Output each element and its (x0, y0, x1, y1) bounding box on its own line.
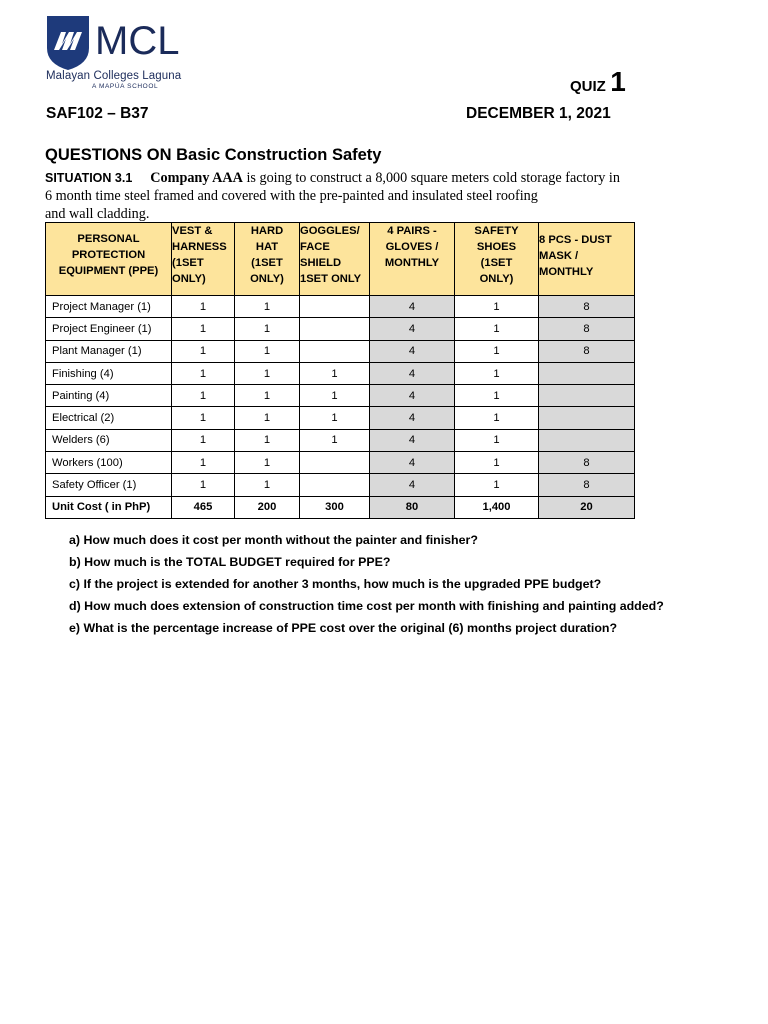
cell-goggles: 1 (300, 429, 370, 451)
row-label: Workers (100) (46, 452, 172, 474)
header-ppe (46, 223, 172, 296)
table-row (46, 296, 635, 318)
cell-gloves: 4 (370, 296, 455, 318)
mcl-logo (45, 12, 185, 94)
situation-text-1: is going to construct a 8,000 square meters cold storage factory in (242, 170, 620, 186)
cell-vest: 1 (172, 296, 235, 318)
question-item: d) How much does extension of construction time cost per month with finishing and painting added? (69, 599, 664, 613)
row-label: Plant Manager (1) (46, 340, 172, 362)
situation-text-2: 6 month time steel framed and covered with the pre-painted and insulated steel roofing (45, 188, 538, 204)
header-line: HAT (255, 241, 279, 253)
cell-gloves: 4 (370, 452, 455, 474)
situation-text-3: and wall cladding. (45, 206, 150, 222)
cell-gloves: 4 (370, 362, 455, 384)
cell-mask: 8 (539, 452, 635, 474)
cell-goggles: 300 (300, 496, 370, 518)
cell-hat: 1 (235, 452, 300, 474)
cell-gloves: 4 (370, 385, 455, 407)
course-code: SAF102 – B37 (46, 105, 149, 122)
situation-label: SITUATION 3.1 (45, 171, 133, 185)
quiz-number: 1 (610, 66, 626, 97)
table-row (46, 452, 635, 474)
cell-shoes: 1,400 (455, 496, 539, 518)
header-dust-mask (539, 223, 635, 296)
cell-mask: 8 (539, 474, 635, 496)
cell-gloves: 4 (370, 318, 455, 340)
header-line: FACE (300, 241, 330, 253)
cell-hat: 1 (235, 318, 300, 340)
cell-vest: 1 (172, 407, 235, 429)
row-label: Finishing (4) (46, 362, 172, 384)
logo-college-name: Malayan Colleges Laguna (46, 70, 182, 82)
cell-hat: 1 (235, 429, 300, 451)
header-line: HARNESS (172, 241, 227, 253)
cell-vest: 1 (172, 362, 235, 384)
mcl-shield-icon (45, 12, 185, 72)
header-line: MONTHLY (539, 266, 594, 278)
header-line: 1SET ONLY (300, 273, 362, 285)
header-hard-hat (235, 223, 300, 296)
table-row (46, 474, 635, 496)
mcl-brand-text: MCL (95, 19, 180, 63)
header-line: 8 PCS - DUST (539, 234, 612, 246)
table-row (46, 385, 635, 407)
question-item: a) How much does it cost per month without the painter and finisher? (69, 533, 478, 547)
row-label: Project Manager (1) (46, 296, 172, 318)
header-line: VEST & (172, 225, 213, 237)
cell-hat: 200 (235, 496, 300, 518)
cell-shoes: 1 (455, 452, 539, 474)
question-item: b) How much is the TOTAL BUDGET required for PPE? (69, 555, 391, 569)
header-line: SHOES (476, 241, 517, 253)
header-ppe-line: PERSONAL (77, 233, 140, 245)
cell-shoes: 1 (455, 407, 539, 429)
cell-goggles (300, 340, 370, 362)
cell-mask: 8 (539, 318, 635, 340)
cell-shoes: 1 (455, 429, 539, 451)
cell-vest: 465 (172, 496, 235, 518)
header-line: 4 PAIRS - (387, 225, 437, 237)
cell-shoes: 1 (455, 362, 539, 384)
cell-mask (539, 429, 635, 451)
cell-vest: 1 (172, 318, 235, 340)
table-row (46, 429, 635, 451)
cell-vest: 1 (172, 429, 235, 451)
cell-gloves: 4 (370, 429, 455, 451)
cell-shoes: 1 (455, 296, 539, 318)
logo-school-sub: A MAPÚA SCHOOL (92, 83, 159, 90)
cell-mask: 8 (539, 340, 635, 362)
question-list (69, 530, 664, 640)
cell-hat: 1 (235, 474, 300, 496)
cell-gloves: 4 (370, 407, 455, 429)
header-line: ONLY) (172, 273, 206, 285)
row-label: Project Engineer (1) (46, 318, 172, 340)
header-line: MONTHLY (384, 257, 440, 269)
header-line: (1SET (172, 257, 204, 269)
header-line: ONLY) (479, 273, 514, 285)
header-line: ONLY) (250, 273, 284, 285)
table-row (46, 362, 635, 384)
cell-hat: 1 (235, 407, 300, 429)
row-label: Electrical (2) (46, 407, 172, 429)
company-name: Company AAA (150, 170, 243, 186)
header-line: (1SET (251, 257, 283, 269)
cell-hat: 1 (235, 340, 300, 362)
ppe-table (45, 222, 635, 519)
cell-goggles (300, 318, 370, 340)
cell-goggles (300, 452, 370, 474)
cell-gloves: 80 (370, 496, 455, 518)
cell-vest: 1 (172, 474, 235, 496)
cell-mask (539, 385, 635, 407)
header-goggles (300, 223, 370, 296)
cell-gloves: 4 (370, 474, 455, 496)
quiz-date: DECEMBER 1, 2021 (466, 105, 611, 122)
header-line: HARD (250, 225, 284, 237)
cell-goggles: 1 (300, 407, 370, 429)
cell-gloves: 4 (370, 340, 455, 362)
cell-hat: 1 (235, 296, 300, 318)
cell-shoes: 1 (455, 318, 539, 340)
header-ppe-line: EQUIPMENT (PPE) (58, 265, 159, 277)
cell-vest: 1 (172, 340, 235, 362)
unit-cost-row (46, 496, 635, 518)
cell-mask (539, 407, 635, 429)
row-label: Painting (4) (46, 385, 172, 407)
cell-vest: 1 (172, 385, 235, 407)
table-row (46, 340, 635, 362)
cell-vest: 1 (172, 452, 235, 474)
cell-shoes: 1 (455, 474, 539, 496)
table-row (46, 318, 635, 340)
question-item: c) If the project is extended for another 3 months, how much is the upgraded PPE budget? (69, 577, 602, 591)
header-line: MASK / (539, 250, 579, 262)
cell-goggles: 1 (300, 385, 370, 407)
table-row (46, 407, 635, 429)
header-ppe-line: PROTECTION (71, 249, 146, 261)
row-label: Safety Officer (1) (46, 474, 172, 496)
page-title: QUESTIONS ON Basic Construction Safety (45, 146, 382, 164)
cell-goggles: 1 (300, 362, 370, 384)
header-line: SAFETY (474, 225, 519, 237)
cell-shoes: 1 (455, 340, 539, 362)
situation-paragraph (45, 169, 685, 223)
ppe-header-row (46, 223, 635, 296)
cell-shoes: 1 (455, 385, 539, 407)
cell-mask (539, 362, 635, 384)
cell-goggles (300, 296, 370, 318)
header-gloves (370, 223, 455, 296)
question-item: e) What is the percentage increase of PPE cost over the original (6) months project duration? (69, 621, 618, 635)
row-label: Unit Cost ( in PhP) (46, 496, 172, 518)
cell-hat: 1 (235, 362, 300, 384)
cell-goggles (300, 474, 370, 496)
header-safety-shoes (455, 223, 539, 296)
quiz-heading (570, 66, 626, 98)
header-line: SHIELD (300, 257, 342, 269)
cell-hat: 1 (235, 385, 300, 407)
cell-mask: 8 (539, 296, 635, 318)
header-vest-harness (172, 223, 235, 296)
header-line: (1SET (480, 257, 513, 269)
header-line: GOGGLES/ (300, 225, 360, 237)
row-label: Welders (6) (46, 429, 172, 451)
header-line: GLOVES / (385, 241, 439, 253)
quiz-label: QUIZ (570, 78, 606, 95)
cell-mask: 20 (539, 496, 635, 518)
